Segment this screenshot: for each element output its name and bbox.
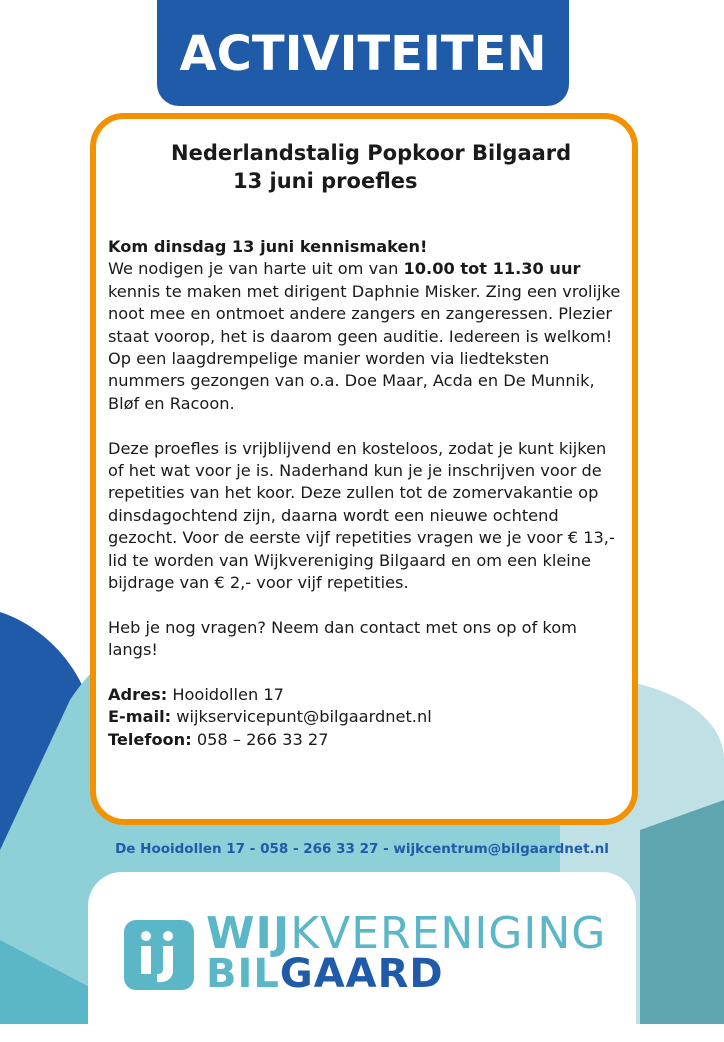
intro-text-b: kennis te maken met dirigent Daphnie Misker. Zing een vrolijke noot mee en ontmoet andere zangers en zangeressen. Plezier staat voorop, het is daarom geen auditie. Iedereen is welkom! Op een laagdrempelige manier worden via liedteksten nummers gezongen van o.a. Doe Maar, Acda en De Munnik, Bløf en Racoon. — [108, 281, 621, 413]
activity-card — [90, 113, 638, 825]
phone-value[interactable]: 058 – 266 33 27 — [191, 729, 329, 749]
logo-panel — [88, 872, 636, 1042]
email-value[interactable]: wijkservicepunt@bilgaardnet.nl — [171, 707, 432, 727]
questions-paragraph: Heb je nog vragen? Neem dan contact met ons op of kom langs! — [108, 617, 577, 660]
card-body — [108, 236, 624, 751]
logo-text-kvereniging: KVERENIGING — [290, 908, 607, 959]
phone-label: Telefoon: — [108, 729, 192, 749]
card-title-line-1: Nederlandstalig Popkoor Bilgaard — [171, 141, 572, 165]
intro-paragraph — [108, 236, 624, 415]
phone-line — [108, 729, 624, 751]
footer-contact-line: De Hooidollen 17 - 058 - 266 33 27 - wijkcentrum@bilgaardnet.nl — [115, 841, 609, 857]
email-label: E-mail: — [108, 707, 172, 727]
email-line — [108, 706, 624, 728]
address-line — [108, 684, 624, 706]
contact-block — [108, 684, 624, 751]
card-title — [96, 139, 632, 195]
logo-text-wij: WIJ — [206, 908, 291, 959]
details-paragraph: Deze proefles is vrijblijvend en kosteloos, zodat je kunt kijken of het wat voor je is. Naderhand kun je je inschrijven voor de repetities van het koor. Deze zullen tot de zomervakantie op dinsdagochtend zijn, daarna wordt een nieuwe ochtend gezocht. Voor de eerste vijf repetities vragen we je voor € 13,- lid te worden van Wijkvereniging Bilgaard en om een kleine bijdrage van € 2,- voor vijf repetities. — [108, 438, 615, 593]
wijkvereniging-logo-icon — [124, 920, 194, 990]
address-value: Hooidollen 17 — [167, 685, 284, 705]
intro-time: 10.00 tot 11.30 uur — [403, 259, 581, 279]
intro-lead: Kom dinsdag 13 juni kennismaken! — [108, 237, 428, 256]
card-title-line-2: 13 juni proefles — [233, 169, 418, 193]
logo-text-gaard: GAARD — [279, 951, 444, 997]
logo-text-bottom — [206, 952, 444, 996]
intro-text-a: We nodigen je van harte uit om van — [108, 259, 404, 279]
address-label: Adres: — [108, 685, 168, 705]
logo-text-top — [206, 908, 607, 959]
logo-text-bil: BIL — [206, 951, 280, 997]
header-banner — [157, 0, 569, 106]
page-title: ACTIVITEITEN — [179, 26, 547, 82]
